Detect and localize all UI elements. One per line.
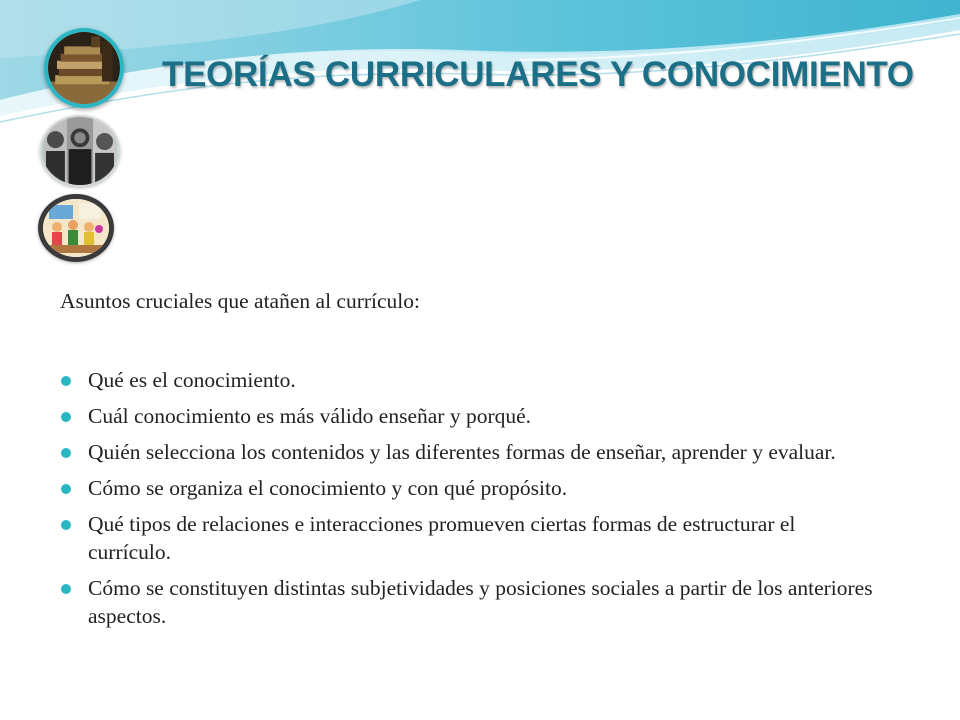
bullet-text: Qué es el conocimiento. (88, 368, 296, 392)
bullet-dot-icon (61, 412, 71, 422)
bullet-item (60, 402, 880, 430)
bullet-dot-icon (61, 584, 71, 594)
bullet-item (60, 366, 880, 394)
bullet-text: Cómo se constituyen distintas subjetividades y posiciones sociales a partir de los anteriores aspectos. (88, 576, 873, 628)
bullet-dot-icon (61, 484, 71, 494)
bullet-dot-icon (61, 376, 71, 386)
bullet-dot-icon (61, 448, 71, 458)
bullet-list (60, 366, 880, 638)
bullet-item (60, 474, 880, 502)
bullet-text: Qué tipos de relaciones e interacciones promueven ciertas formas de estructurar el currículo. (88, 512, 796, 564)
bullet-item (60, 574, 880, 630)
classroom-children-illustration (38, 194, 114, 262)
stacked-books-photo (44, 28, 124, 108)
bullet-text: Quién selecciona los contenidos y las diferentes formas de enseñar, aprender y evaluar. (88, 440, 836, 464)
bullet-text: Cómo se organiza el conocimiento y con qué propósito. (88, 476, 568, 500)
bullet-item (60, 438, 880, 466)
bullet-item (60, 510, 880, 566)
black-and-white-portraits-photo (40, 115, 120, 187)
intro-text: Asuntos cruciales que atañen al currículo: (60, 289, 420, 313)
slide-title: TEORÍAS CURRICULARES Y CONOCIMIENTO (162, 55, 914, 94)
bullet-dot-icon (61, 520, 71, 530)
bullet-text: Cuál conocimiento es más válido enseñar y porqué. (88, 404, 532, 428)
